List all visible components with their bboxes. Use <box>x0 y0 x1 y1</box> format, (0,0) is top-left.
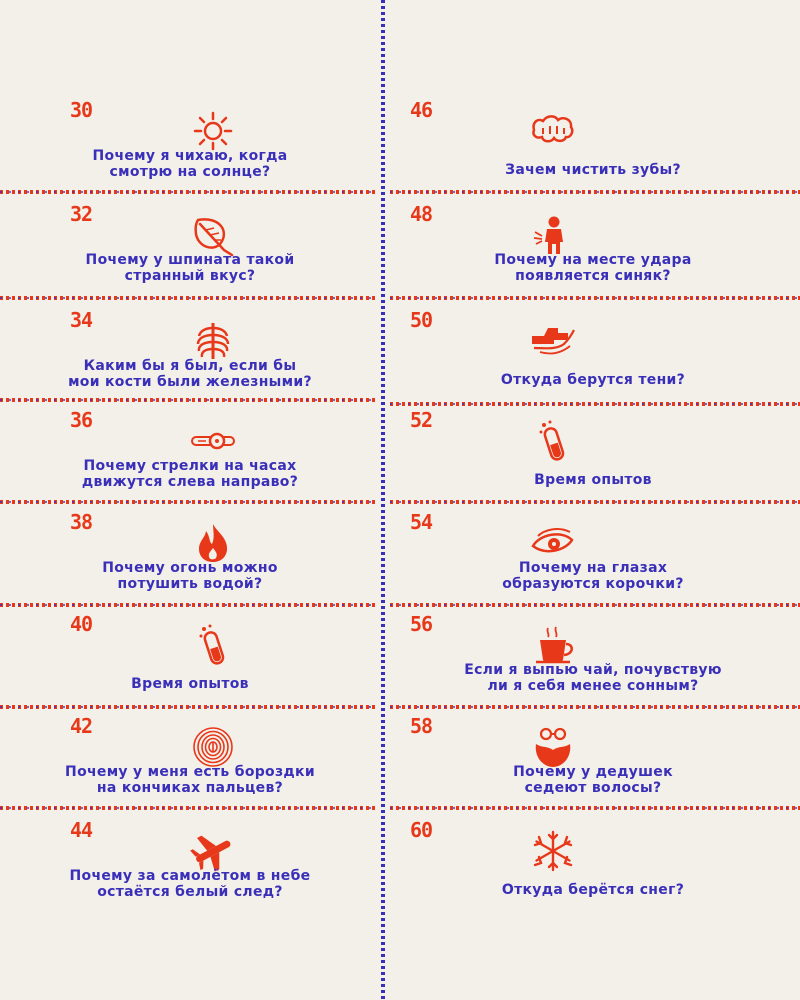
question-line: Если я выпью чай, почувствую <box>464 662 722 678</box>
question-line: Каким бы я был, если бы <box>83 358 297 374</box>
contents-entry-58[interactable] <box>388 714 798 809</box>
spinach-leaf-icon <box>190 214 236 256</box>
sun-icon <box>190 110 236 152</box>
question-line: остаётся белый след? <box>97 884 283 900</box>
question-text <box>388 764 798 796</box>
contents-entry-34[interactable] <box>0 308 340 403</box>
airplane-icon <box>190 830 236 872</box>
contents-entry-32[interactable] <box>0 202 340 297</box>
row-divider-left <box>0 603 378 607</box>
row-divider-left <box>0 190 378 194</box>
page-number: 36 <box>70 408 93 432</box>
question-text <box>40 458 340 490</box>
page-number: 32 <box>70 202 93 226</box>
column-divider <box>381 0 385 1000</box>
question-line: ли я себя менее сонным? <box>487 678 699 694</box>
page-number: 38 <box>70 510 93 534</box>
question-line: Почему огонь можно <box>102 560 278 576</box>
row-divider-left <box>0 806 378 810</box>
question-text <box>388 372 798 388</box>
bruised-person-icon <box>530 214 576 256</box>
question-line: на кончиках пальцев? <box>96 780 284 796</box>
contents-entry-44[interactable] <box>0 818 340 913</box>
row-divider-right <box>390 500 800 504</box>
row-divider-right <box>390 603 800 607</box>
question-line: образуются корочки? <box>502 576 684 592</box>
question-line: Почему я чихаю, когда <box>92 148 288 164</box>
question-text <box>388 252 798 284</box>
question-line: Почему у дедушек <box>513 764 673 780</box>
eye-icon <box>530 522 576 564</box>
page-number: 58 <box>410 714 433 738</box>
page-number: 46 <box>410 98 433 122</box>
contents-entry-30[interactable] <box>0 98 340 193</box>
contents-entry-48[interactable] <box>388 202 798 297</box>
question-text <box>388 662 798 694</box>
row-divider-left <box>0 296 378 300</box>
question-text <box>388 472 798 488</box>
question-text <box>40 764 340 796</box>
row-divider-right <box>390 806 800 810</box>
question-line: движутся слева направо? <box>81 474 299 490</box>
row-divider-left <box>0 500 378 504</box>
contents-entry-42[interactable] <box>0 714 340 809</box>
test-tube-icon <box>530 420 576 462</box>
ribcage-icon <box>190 320 236 362</box>
question-text <box>388 560 798 592</box>
question-line: седеют волосы? <box>524 780 662 796</box>
question-line: Зачем чистить зубы? <box>505 162 681 178</box>
question-line: Откуда берутся тени? <box>500 372 686 388</box>
row-divider-right <box>390 190 800 194</box>
grandpa-beard-icon <box>530 726 576 768</box>
contents-entry-40[interactable] <box>0 612 340 707</box>
question-line: Почему за самолётом в небе <box>69 868 311 884</box>
page-number: 54 <box>410 510 433 534</box>
tea-cup-icon <box>530 624 576 666</box>
question-text <box>40 252 340 284</box>
page-number: 34 <box>70 308 93 332</box>
page-number: 56 <box>410 612 433 636</box>
page-number: 50 <box>410 308 433 332</box>
page-number: 52 <box>410 408 433 432</box>
row-divider-right <box>390 296 800 300</box>
question-line: появляется синяк? <box>515 268 671 284</box>
question-line: Откуда берётся снег? <box>501 882 685 898</box>
contents-entry-46[interactable] <box>388 98 798 193</box>
page-number: 42 <box>70 714 93 738</box>
question-line: Время опытов <box>534 472 652 488</box>
hand-shadow-icon <box>530 320 576 362</box>
question-line: Время опытов <box>131 676 249 692</box>
question-line: Почему на месте удара <box>494 252 692 268</box>
question-text <box>388 882 798 898</box>
contents-entry-38[interactable] <box>0 510 340 605</box>
contents-entry-36[interactable] <box>0 408 340 503</box>
question-text <box>388 162 798 178</box>
contents-entry-56[interactable] <box>388 612 798 707</box>
question-line: Почему у меня есть бороздки <box>65 764 315 780</box>
question-line: Почему у шпината такой <box>85 252 295 268</box>
question-text <box>40 868 340 900</box>
snowflake-icon <box>530 830 576 872</box>
question-text <box>40 560 340 592</box>
wristwatch-icon <box>190 420 236 462</box>
test-tube-icon <box>190 624 236 666</box>
page-number: 44 <box>70 818 93 842</box>
row-divider-right <box>390 402 800 406</box>
question-line: Почему на глазах <box>518 560 668 576</box>
row-divider-left <box>0 705 378 709</box>
contents-entry-54[interactable] <box>388 510 798 605</box>
page-number: 48 <box>410 202 433 226</box>
question-line: потушить водой? <box>117 576 263 592</box>
question-line: смотрю на солнце? <box>109 164 271 180</box>
page-number: 40 <box>70 612 93 636</box>
flame-icon <box>190 522 236 564</box>
question-text <box>40 358 340 390</box>
fingerprint-icon <box>190 726 236 768</box>
row-divider-left <box>0 398 378 402</box>
page-number: 60 <box>410 818 433 842</box>
page-number: 30 <box>70 98 93 122</box>
row-divider-right <box>390 705 800 709</box>
question-line: мои кости были железными? <box>68 374 312 390</box>
question-text <box>40 148 340 180</box>
question-text <box>40 676 340 692</box>
contents-entry-52[interactable] <box>388 408 798 503</box>
teeth-icon <box>530 110 576 152</box>
contents-entry-50[interactable] <box>388 308 798 403</box>
contents-entry-60[interactable] <box>388 818 798 913</box>
question-line: странный вкус? <box>124 268 256 284</box>
question-line: Почему стрелки на часах <box>83 458 297 474</box>
